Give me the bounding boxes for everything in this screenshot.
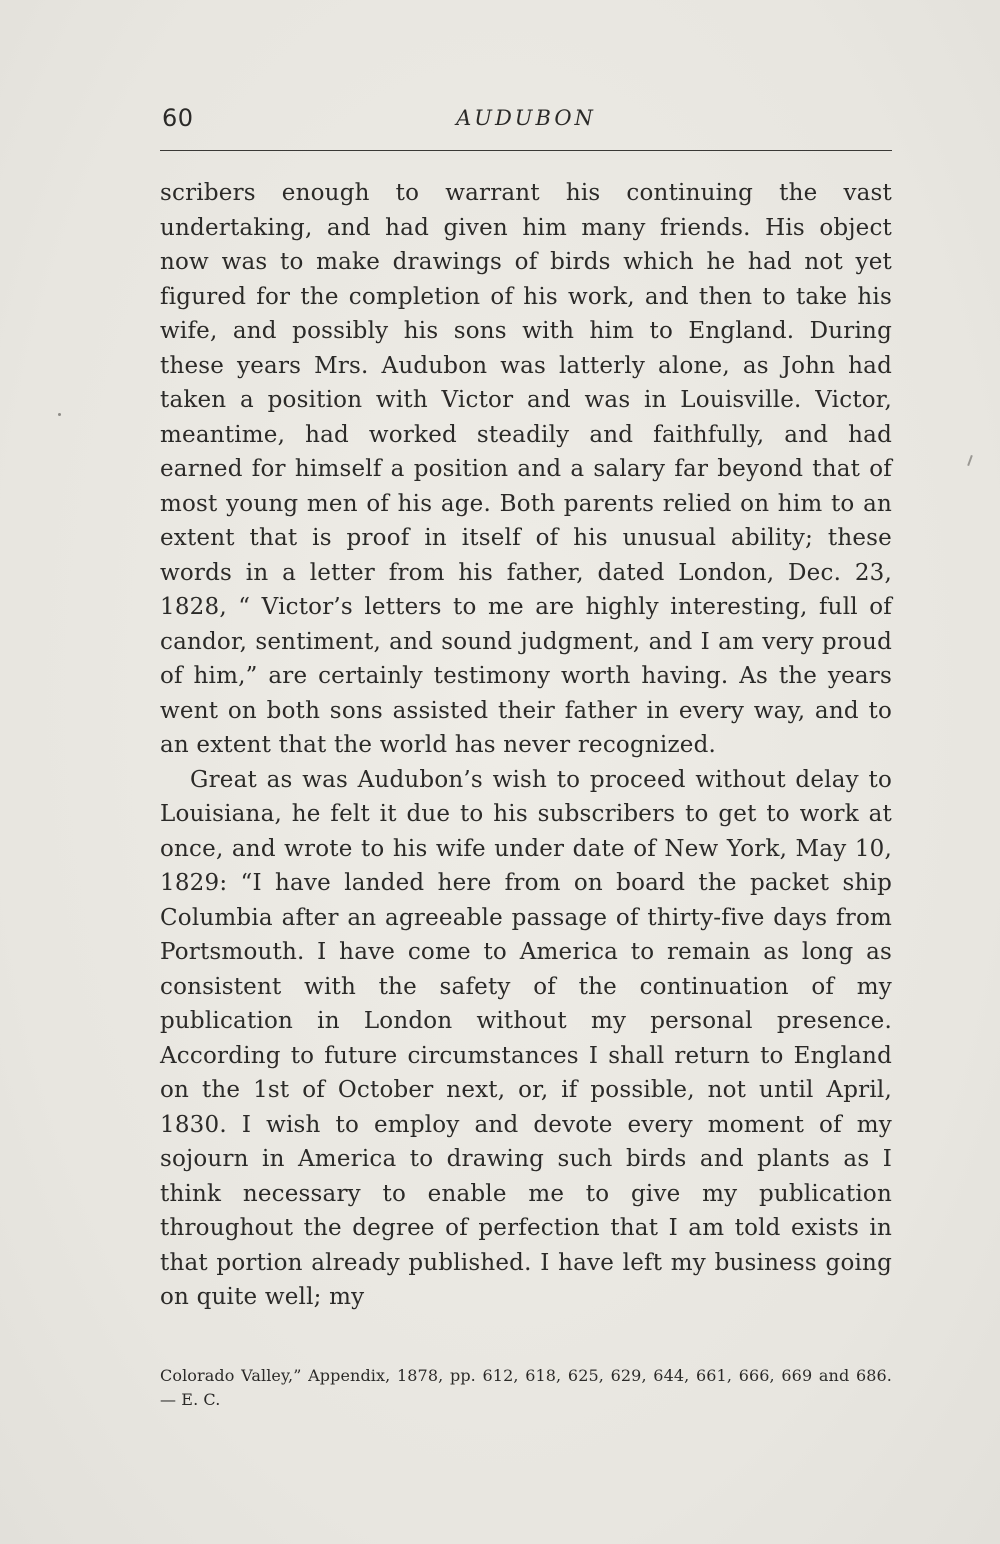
- header-rule: [160, 150, 892, 151]
- body-text: [160, 176, 892, 1315]
- page-header: [160, 104, 892, 144]
- paragraph-2: Great as was Audubon’s wish to proceed without delay to Louisiana, he felt it due to his subscribers to get to work at once, and wrote to his wife under date of New York, May 10, 1829: “I have landed here from on board the packet ship Columbia after an agreeable passage of thirty-five days from Portsmouth. I have come to America to remain as long as consistent with the safety of the continuation of my publication in London without my personal presence. According to future circumstances I shall return to England on the 1st of October next, or, if possible, not until April, 1830. I wish to employ and devote every moment of my sojourn in America to drawing such birds and plants as I think necessary to enable me to give my publication throughout the degree of perfection that I am told exists in that portion already published. I have left my business going on quite well; my: [160, 766, 892, 1310]
- running-head: AUDUBON: [456, 106, 596, 130]
- footnote: Colorado Valley,” Appendix, 1878, pp. 612, 618, 625, 629, 644, 661, 666, 669 and 686. — E. C.: [160, 1366, 892, 1409]
- page-number: 60: [162, 104, 194, 132]
- paper-mark: [967, 455, 973, 466]
- paper-speck: [58, 413, 61, 416]
- paragraph-1: scribers enough to warrant his continuing the vast undertaking, and had given him many friends. His object now was to make drawings of birds which he had not yet figured for the completion of his work, and then to take his wife, and possibly his sons with him to England. During these years Mrs. Audubon was latterly alone, as John had taken a position with Victor and was in Louisville. Victor, meantime, had worked steadily and faithfully, and had earned for himself a position and a salary far beyond that of most young men of his age. Both parents relied on him to an extent that is proof in itself of his unusual ability; these words in a letter from his father, dated London, Dec. 23, 1828, “ Victor’s letters to me are highly interesting, full of candor, sentiment, and sound judgment, and I am very proud of him,” are certainly testimony worth having. As the years went on both sons assisted their father in every way, and to an extent that the world has never recognized.: [160, 180, 892, 758]
